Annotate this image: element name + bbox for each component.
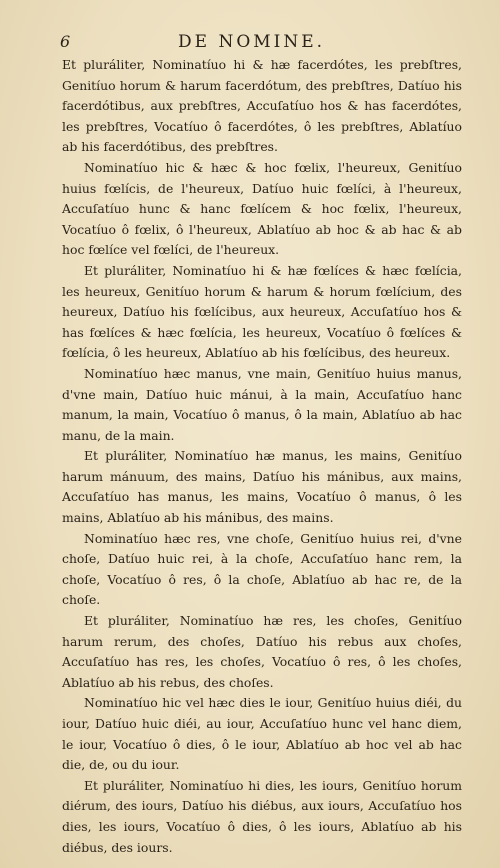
page-header <box>0 32 500 56</box>
paragraph: Nominatíuo hæc res, vne choſe, Genitíuo huius rei, d'vne choſe, Datíuo huic rei, à la choſe, Accuſatíuo hanc rem, la choſe, Vocatíuo ô res, ô la choſe, Ablatíuo ab hac re, de la choſe. <box>62 530 462 608</box>
paragraph: Nominatíuo hic & hæc & hoc fœlix, l'heureux, Genitíuo huius fœlícis, de l'heureux, Datíuo huic fœlíci, à l'heureux, Accuſatíuo hunc & hanc fœlícem & hoc fœlix, l'heureux, Vocatíuo ô fœlix, ô l'heureux, Ablatíuo ab hoc & ab hac & ab hoc fœlíce vel fœlíci, de l'heureux. <box>62 159 462 258</box>
running-head: DE NOMINE. <box>178 32 326 52</box>
paragraph: Nominatíuo hæc manus, vne main, Genitíuo huius manus, d'vne main, Datíuo huic mánui, à la main, Accuſatíuo hanc manum, la main, Vocatíuo ô manus, ô la main, Ablatíuo ab hac manu, de la main. <box>62 365 462 443</box>
paragraph: Et pluráliter, Nominatíuo hi & hæ facerdótes, les prebſtres, Genitíuo horum & harum facerdótum, des prebſtres, Datíuo his facerdótibus, aux prebſtres, Accuſatíuo hos & has facerdótes, les prebſtres, Vocatíuo ô facerdótes, ô les prebſtres, Ablatíuo ab his facerdótibus, des prebſtres. <box>62 57 462 155</box>
body-text <box>62 55 462 858</box>
paragraph: Et pluráliter, Nominatíuo hi dies, les iours, Genitíuo horum diérum, des iours, Datíuo his diébus, aux iours, Accuſatíuo hos dies, les iours, Vocatíuo ô dies, ô les iours, Ablatíuo ab his diébus, des iours. <box>62 777 462 855</box>
paragraph: Et pluráliter, Nominatíuo hæ manus, les mains, Genitíuo harum mánuum, des mains, Datíuo his mánibus, aux mains, Accuſatíuo has manus, les mains, Vocatíuo ô manus, ô les mains, Ablatíuo ab his mánibus, des mains. <box>62 448 462 526</box>
paragraph: Et pluráliter, Nominatíuo hi & hæ fœlíces & hæc fœlícia, les heureux, Genitíuo horum & harum & horum fœlícium, des heureux, Datíuo his fœlícibus, aux heureux, Accuſatíuo hos & has fœlíces & hæc fœlícia, les heureux, Vocatíuo ô fœlíces & fœlícia, ô les heureux, Ablatíuo ab his fœlícibus, des heureux. <box>62 262 462 361</box>
paragraph: Nominatíuo hic vel hæc dies le iour, Genitíuo huius diéi, du iour, Datíuo huic diéi, au iour, Accuſatíuo hunc vel hanc diem, le iour, Vocatíuo ô dies, ô le iour, Ablatíuo ab hoc vel ab hac die, de, ou du iour. <box>62 695 462 773</box>
page-number: 6 <box>60 32 71 51</box>
paragraph: Et pluráliter, Nominatíuo hæ res, les choſes, Genitíuo harum rerum, des choſes, Datíuo his rebus aux choſes, Accuſatíuo has res, les choſes, Vocatíuo ô res, ô les choſes, Ablatíuo ab his rebus, des choſes. <box>62 613 462 690</box>
